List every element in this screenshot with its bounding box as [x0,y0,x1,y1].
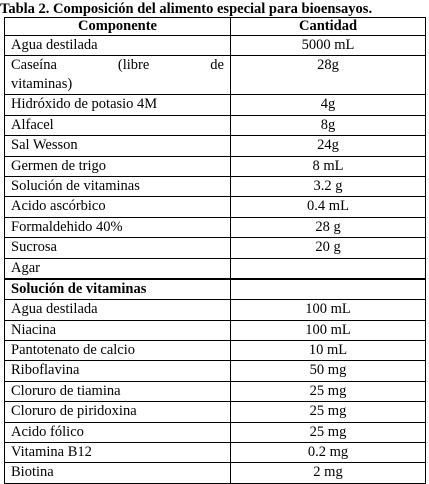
quantity-cell: 8 mL [231,156,426,176]
table-row [5,381,426,401]
quantity-cell: 100 mL [231,320,426,340]
component-cell: Sucrosa [5,238,231,258]
component-cell: Solución de vitaminas [5,176,231,196]
component-cell: Acido fólico [5,422,231,442]
table-row [5,115,426,135]
quantity-cell: 50 mg [231,361,426,381]
table-row [5,36,426,56]
table-row [5,361,426,381]
table-row [5,422,426,442]
component-cell: Cloruro de tiamina [5,381,231,401]
quantity-cell: 8g [231,115,426,135]
vitamin-section-header-row [5,279,426,300]
quantity-cell: 4g [231,95,426,115]
header-quantity: Cantidad [231,18,426,36]
component-cell: Pantotenato de calcio [5,341,231,361]
quantity-cell: 25 mg [231,381,426,401]
table-row [5,156,426,176]
header-component: Componente [5,18,231,36]
component-cell: Biotina [5,463,231,483]
table-row [5,258,426,279]
quantity-cell: 28 g [231,217,426,237]
component-cell: Vitamina B12 [5,443,231,463]
component-cell: Cloruro de piridoxina [5,402,231,422]
table-row [5,238,426,258]
quantity-cell: 20 g [231,238,426,258]
component-cell: Hidróxido de potasio 4M [5,95,231,115]
table-row [5,300,426,320]
quantity-cell: 28g [231,56,426,95]
table-row [5,341,426,361]
component-cell: Sal Wesson [5,136,231,156]
composition-table [4,17,426,484]
table-row [5,402,426,422]
table-row [5,136,426,156]
table-row [5,463,426,483]
quantity-cell: 2 mg [231,463,426,483]
table-row [5,95,426,115]
quantity-cell: 25 mg [231,402,426,422]
table-row [5,56,426,95]
quantity-cell: 0.4 mL [231,197,426,217]
component-line-2: vitaminas) [11,76,73,93]
component-cell: Agua destilada [5,36,231,56]
component-cell [5,56,231,95]
table-row [5,320,426,340]
quantity-cell [231,279,426,300]
quantity-cell: 10 mL [231,341,426,361]
table-row [5,176,426,196]
table-row [5,443,426,463]
quantity-cell: 24g [231,136,426,156]
vitamin-section-title: Solución de vitaminas [5,279,231,300]
component-cell: Riboflavina [5,361,231,381]
table-caption: Tabla 2. Composición del alimento especial para bioensayos. [0,1,373,17]
component-cell: Agua destilada [5,300,231,320]
quantity-cell: 3.2 g [231,176,426,196]
table-header-row [5,18,426,36]
component-cell: Formaldehido 40% [5,217,231,237]
component-line-1: Caseína (libre de [11,57,224,74]
component-cell: Agar [5,258,231,279]
quantity-cell: 25 mg [231,422,426,442]
table-row [5,217,426,237]
quantity-cell: 0.2 mg [231,443,426,463]
component-cell: Niacina [5,320,231,340]
component-cell: Acido ascórbico [5,197,231,217]
quantity-cell: 5000 mL [231,36,426,56]
quantity-cell: 100 mL [231,300,426,320]
table-row [5,197,426,217]
component-cell: Alfacel [5,115,231,135]
quantity-cell [231,258,426,279]
component-cell: Germen de trigo [5,156,231,176]
